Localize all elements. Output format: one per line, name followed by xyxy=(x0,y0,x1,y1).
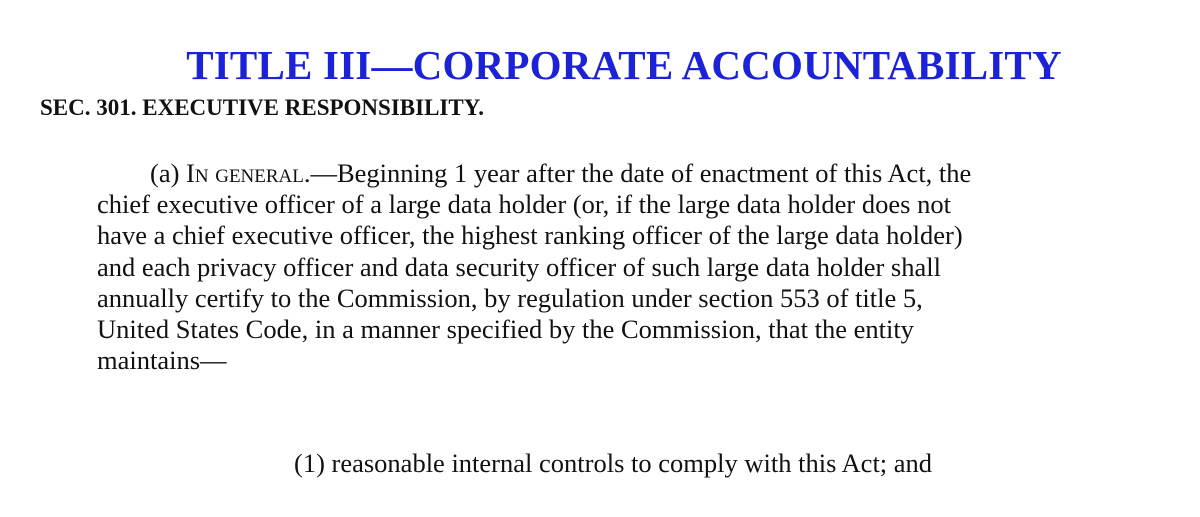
subsection-line: chief executive officer of a large data holder (or, if the large data holder does not xyxy=(97,189,951,220)
subsection-caption: In general xyxy=(186,158,304,188)
subsection-caption-trailer: .— xyxy=(303,158,337,188)
subsection-line: have a chief executive officer, the highest ranking officer of the large data holder) xyxy=(97,220,963,251)
subsection-line: annually certify to the Commission, by regulation under section 553 of title 5, xyxy=(97,282,923,313)
subsection-a xyxy=(97,158,971,376)
subsection-line: United States Code, in a manner specified by the Commission, that the entity xyxy=(97,314,914,345)
subsection-marker: (a) xyxy=(150,158,180,188)
title-heading: TITLE III—CORPORATE ACCOUNTABILITY xyxy=(186,42,1062,88)
subsection-line: maintains— xyxy=(97,345,227,376)
subsection-first-line xyxy=(97,158,971,189)
subsection-line-text: Beginning 1 year after the date of enactment of this Act, the xyxy=(337,158,972,188)
section-heading: SEC. 301. EXECUTIVE RESPONSIBILITY. xyxy=(40,95,484,120)
paragraph-1: (1) reasonable internal controls to comply with this Act; and xyxy=(294,448,933,478)
subsection-line: and each privacy officer and data security officer of such large data holder shall xyxy=(97,251,941,282)
